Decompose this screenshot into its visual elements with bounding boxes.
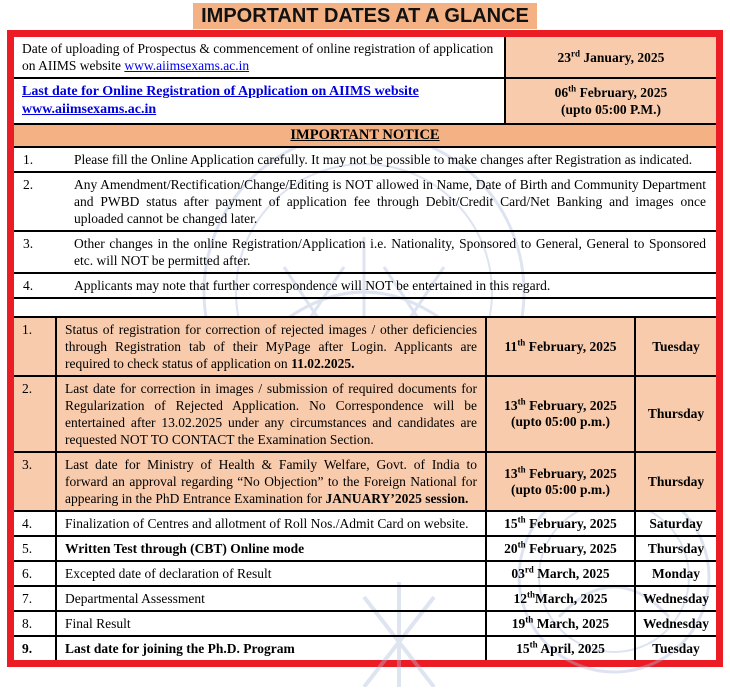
row-description: Last date for correction in images / submission of required documents for Regularization of Rejected Application. No Correspondence will be entertained after 13.02.2025 under any circumstances and candidates are requested NOT TO CONTACT the Examination Section. [55, 377, 485, 451]
notice-number: 4. [23, 278, 34, 293]
row-weekday: Wednesday [634, 612, 716, 635]
date-note: (upto 05:00 p.m.) [510, 481, 610, 497]
row-number: 9. [22, 641, 33, 656]
date-value: 15th February, 2025 [504, 514, 617, 531]
date-value: 15th April, 2025 [516, 639, 605, 656]
schedule-table [14, 318, 716, 660]
row-weekday: Tuesday [634, 318, 716, 375]
row-number: 4. [22, 516, 33, 531]
date-value [558, 49, 665, 66]
date-ordinal: rd [571, 48, 581, 58]
notice-text: Other changes in the online Registration/Application i.e. Nationality, Sponsored to General, General to Sponsored etc. will NOT be permitted after. [74, 236, 706, 268]
notice-text: Please fill the Online Application carefully. It may not be possible to make changes after Registration as indicated. [74, 152, 693, 167]
important-notice-list [14, 148, 716, 299]
registration-date-cell [504, 79, 716, 123]
row-number: 8. [22, 616, 33, 631]
date-value [555, 84, 668, 101]
date-ordinal: th [568, 83, 577, 94]
top-dates-table [14, 37, 716, 125]
date-day: 23 [557, 49, 572, 65]
important-notice-header [14, 125, 716, 148]
table-row-prospectus [14, 37, 716, 79]
schedule-row-7 [14, 587, 716, 612]
row-date [485, 453, 634, 510]
date-rest: January, 2025 [580, 49, 665, 65]
notice-item-1 [14, 148, 716, 173]
row-number: 3. [14, 453, 55, 510]
registration-desc-cell [14, 79, 504, 123]
schedule-row-9 [14, 637, 716, 660]
row-description: Departmental Assessment [55, 587, 485, 610]
date-value: 12thMarch, 2025 [513, 589, 608, 606]
notice-text: Applicants may note that further correspondence will NOT be entertained in this regard. [74, 278, 551, 293]
row-description: Last date for joining the Ph.D. Program [55, 637, 485, 660]
notice-text: Any Amendment/Rectification/Change/Editing is NOT allowed in Name, Date of Birth and Community Department and PWBD status after payment of application fee through Debit/Credit Card/Net Banking and images once uploaded cannot be changed later. [74, 177, 706, 226]
row-weekday: Tuesday [634, 637, 716, 660]
row-number: 5. [22, 541, 33, 556]
row-description: Finalization of Centres and allotment of Roll Nos./Admit Card on website. [55, 512, 485, 535]
table-row-last-registration [14, 79, 716, 125]
date-value: 11th February, 2025 [504, 337, 617, 354]
notice-item-3 [14, 232, 716, 274]
row-description: Excepted date of declaration of Result [55, 562, 485, 585]
schedule-row-3 [14, 453, 716, 512]
date-value: 13th February, 2025 [504, 396, 617, 413]
row-weekday: Saturday [634, 512, 716, 535]
row-date [485, 512, 634, 535]
row-date [485, 612, 634, 635]
row-weekday: Thursday [634, 453, 716, 510]
aiims-website-link[interactable]: www.aiimsexams.ac.in [124, 58, 250, 73]
date-value: 19th March, 2025 [511, 614, 610, 631]
schedule-row-8 [14, 612, 716, 637]
schedule-row-6 [14, 562, 716, 587]
row-description: Final Result [55, 612, 485, 635]
schedule-row-4 [14, 512, 716, 537]
row-date [485, 562, 634, 585]
notice-number: 3. [23, 236, 34, 251]
notice-item-4 [14, 274, 716, 299]
row-weekday: Wednesday [634, 587, 716, 610]
prospectus-desc-cell [14, 37, 504, 77]
row-weekday: Monday [634, 562, 716, 585]
online-registration-link[interactable]: Last date for Online Registration of Application on AIIMS website www.aiimsexams.ac.in [22, 84, 419, 117]
title-bar [0, 0, 730, 30]
row-number: 1. [14, 318, 55, 375]
row-weekday: Thursday [634, 537, 716, 560]
row-number: 7. [22, 591, 33, 606]
row-number: 2. [14, 377, 55, 451]
row-date [485, 637, 634, 660]
row-description: Written Test through (CBT) Online mode [55, 537, 485, 560]
spacer-row [14, 299, 716, 318]
schedule-row-2 [14, 377, 716, 453]
date-day: 06 [554, 85, 569, 100]
schedule-row-1 [14, 318, 716, 377]
schedule-row-5 [14, 537, 716, 562]
prospectus-date-cell [504, 37, 716, 77]
date-note: (upto 05:00 P.M.) [561, 102, 661, 117]
date-note: (upto 05:00 p.m.) [510, 414, 610, 429]
date-value: 03rd March, 2025 [511, 564, 610, 581]
notice-number: 2. [23, 177, 34, 192]
row-description: Last date for Ministry of Health & Family Welfare, Govt. of India to forward an approval regarding “No Objection” to the Foreign National for appearing in the PhD Entrance Examination for JANUARY’2025 session. [55, 453, 485, 510]
row-date [485, 587, 634, 610]
notice-item-2 [14, 173, 716, 232]
notice-number: 1. [23, 152, 34, 167]
prospectus-desc-text: Date of uploading of Prospectus & commencement of online registration of application on AIIMS website [22, 41, 494, 73]
row-date [485, 537, 634, 560]
page-title: IMPORTANT DATES AT A GLANCE [193, 3, 537, 29]
row-weekday: Thursday [634, 377, 716, 451]
row-date [485, 318, 634, 375]
date-value: 20th February, 2025 [504, 539, 617, 556]
row-date [485, 377, 634, 451]
row-number: 6. [22, 566, 33, 581]
important-notice-title: IMPORTANT NOTICE [290, 127, 440, 143]
row-description: Status of registration for correction of rejected images / other deficiencies through Registration tab of their MyPage after Login. Applicants are required to check status of application on 11.02.2025. [55, 318, 485, 375]
date-value: 13th February, 2025 [504, 464, 617, 481]
date-rest: February, 2025 [576, 85, 668, 100]
dates-table-frame [7, 30, 723, 667]
